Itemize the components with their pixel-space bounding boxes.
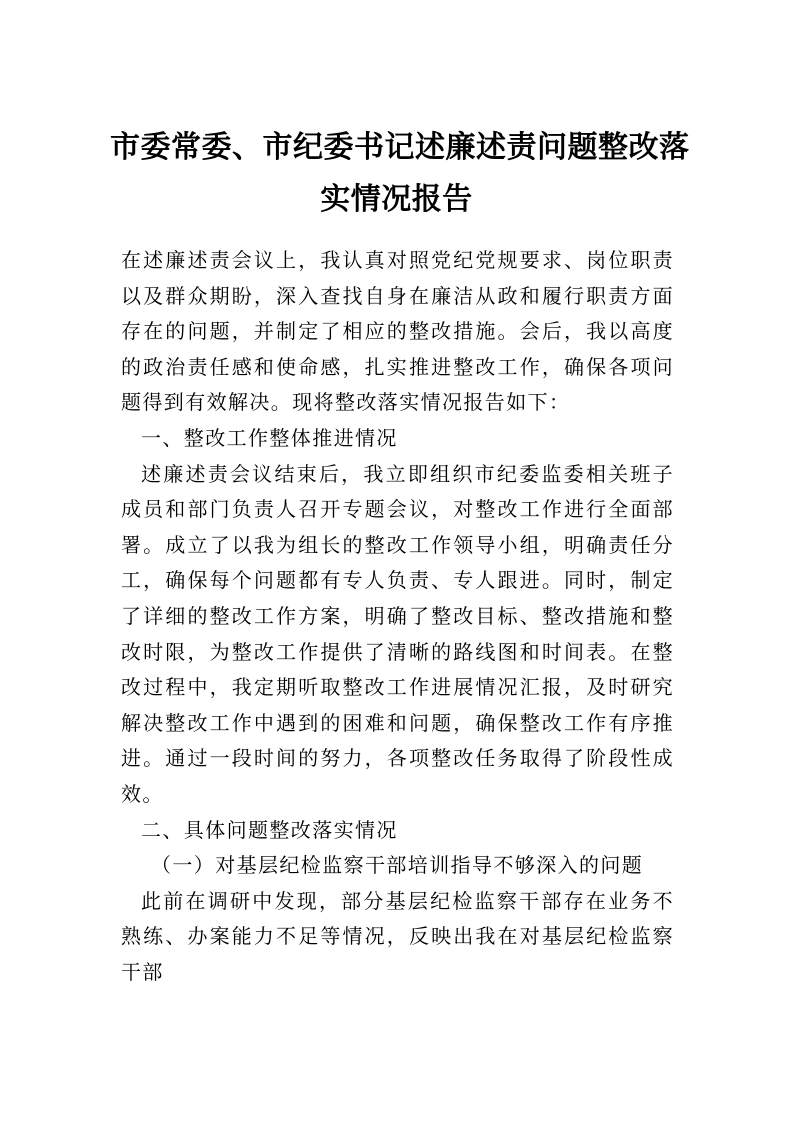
- title-line-1: 市委常委、市纪委书记述廉述责问题整改落: [110, 130, 690, 165]
- subsection-1-paragraph: 此前在调研中发现，部分基层纪检监察干部存在业务不熟练、办案能力不足等情况，反映出我在对基层纪检监察干部: [121, 888, 674, 984]
- section-heading-2: 二、具体问题整改落实情况: [141, 817, 398, 842]
- document-body: [121, 243, 674, 990]
- section-heading-1: 一、整改工作整体推进情况: [141, 425, 398, 450]
- intro-paragraph: 在述廉述责会议上，我认真对照党纪党规要求、岗位职责以及群众期盼，深入查找自身在廉洁从政和履行职责方面存在的问题，并制定了相应的整改措施。会后，我以高度的政治责任感和使命感，扎实推进整改工作，确保各项问题得到有效解决。现将整改落实情况报告如下：: [121, 248, 674, 415]
- document-title: [110, 122, 690, 226]
- title-line-2: 实情况报告: [320, 182, 473, 217]
- section-1-paragraph: 述廉述责会议结束后，我立即组织市纪委监委相关班子成员和部门负责人召开专题会议，对整改工作进行全面部署。成立了以我为组长的整改工作领导小组，明确责任分工，确保每个问题都有专人负责、专人跟进。同时，制定了详细的整改工作方案，明确了整改目标、整改措施和整改时限，为整改工作提供了清晰的路线图和时间表。在整改过程中，我定期听取整改工作进展情况汇报，及时研究解决整改工作中遇到的困难和问题，确保整改工作有序推进。通过一段时间的努力，各项整改任务取得了阶段性成效。: [121, 461, 674, 806]
- subsection-heading-1: （一）对基层纪检监察干部培训指导不够深入的问题: [151, 853, 644, 878]
